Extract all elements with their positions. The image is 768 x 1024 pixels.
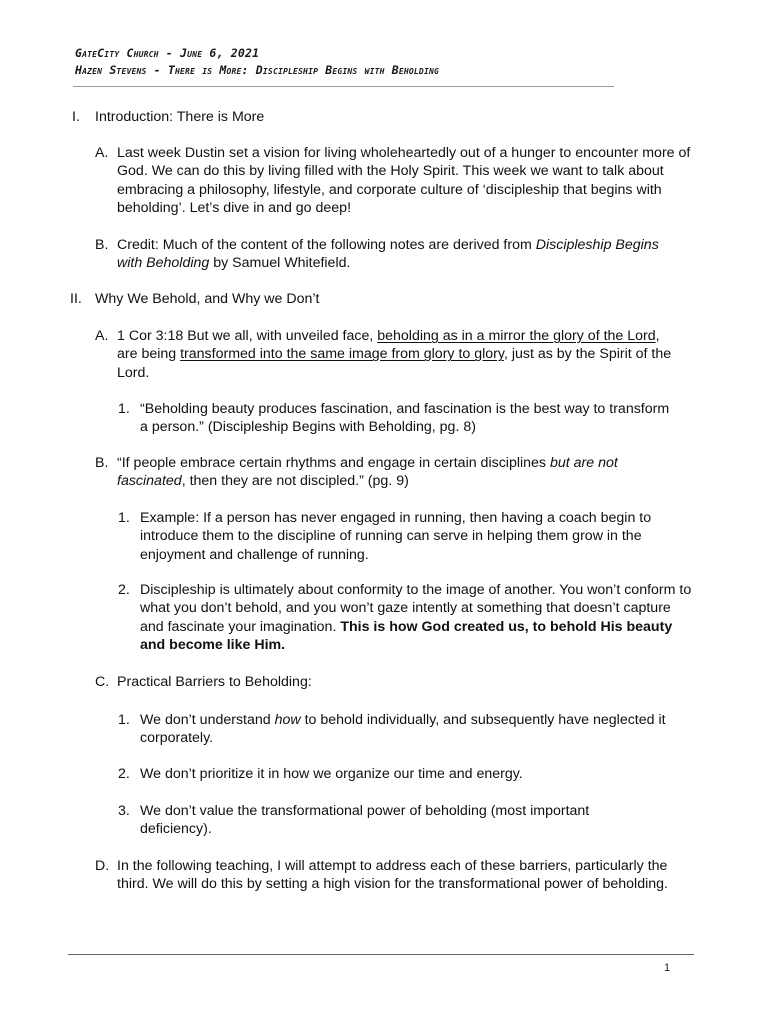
item-2c-number: C. [95,674,110,690]
item-2b-text-part1: “If people embrace certain rhythms and engage in certain disciplines [117,455,550,471]
item-2b-2-number: 2. [118,582,130,598]
item-1b-text-part1: Credit: Much of the content of the following notes are derived from [117,237,536,253]
item-2b-text-part3: , then they are not discipled.” (pg. 9) [181,473,409,490]
item-2c-2-text: We don’t prioritize it in how we organize our time and energy. [140,766,523,782]
item-2a-number: A. [95,328,109,344]
item-1b-book-title: Discipleship Begins with Beholding [117,237,659,272]
section-2-title: Why We Behold, and Why we Don’t [95,291,320,307]
item-2c-title: Practical Barriers to Beholding: [117,674,312,690]
item-2b-italic: but are not fascinated [117,455,618,490]
section-2-number: II. [70,291,82,307]
item-2b-2-text-part1: Discipleship is ultimately about conformity to the image of another. You won’t conform to what you don’t behold, and you won’t gaze intently at something that doesn’t capture and fascinate your imagination. [140,582,692,635]
item-2c-3-text: We don’t value the transformational power of beholding (most important deficiency). [140,803,590,838]
item-2b-text [117,454,677,491]
item-2c-1-text-part1: We don’t understand [140,712,275,728]
item-1b-text [117,236,677,273]
header-speaker-title: Hazen Stevens - There is More: Discipleship Begins with Beholding [75,63,439,77]
header-divider [73,86,614,87]
item-2b-2-bold: This is how God created us, to behold His beauty and become like Him. [140,618,673,653]
item-2c-3-number: 3. [118,803,130,819]
item-2a-1-number: 1. [118,401,130,417]
item-2c-1-italic: how [274,712,301,728]
item-2a-text-part5: , just as by the Spirit of the Lord. [117,346,672,381]
section-1-title: Introduction: There is More [95,109,265,125]
item-2c-1-number: 1. [118,712,130,728]
item-2c-1-text-part3: to behold individually, and subsequently have neglected it corporately. [140,712,666,747]
item-2a-text-part1: 1 Cor 3:18 But we all, with unveiled face, [117,328,378,344]
item-2a-underlined-1: beholding as in a mirror the glory of the Lord [377,328,656,344]
page-header [75,45,635,79]
item-1a-number: A. [95,145,109,161]
item-2d-number: D. [95,858,110,874]
item-2a-text-part3: , are being [117,328,660,363]
item-1b-number: B. [95,237,109,253]
item-2a-1-text: “Beholding beauty produces fascination, and fascination is the best way to transform a person.” (Discipleship Begins with Beholding, pg. 8) [140,401,670,436]
item-2c-1-text [140,711,700,748]
section-1-number: I. [72,109,80,125]
header-church-date: GateCity Church - June 6, 2021 [75,46,260,60]
item-2c-2-number: 2. [118,766,130,782]
item-2a-underlined-2: transformed into the same image from glory to glory [180,346,504,363]
item-2a-text [117,327,677,382]
item-2b-1-text: Example: If a person has never engaged in running, then having a coach begin to introduce them to the discipline of running can serve in helping them grow in the enjoyment and challenge of running. [140,510,652,563]
item-2d-text: In the following teaching, I will attempt to address each of these barriers, particularly the third. We will do this by setting a high vision for the transformational power of beholding. [117,858,668,893]
item-2b-1-number: 1. [118,510,130,526]
item-2b-2-text [140,581,692,654]
page-number: 1 [664,962,671,974]
footer-divider [68,954,694,955]
item-2b-number: B. [95,455,109,471]
item-1a-text: Last week Dustin set a vision for living wholeheartedly out of a hunger to encounter more of God. We can do this by living filled with the Holy Spirit. This week we want to talk about embracing a philosophy, lifestyle, and corporate culture of ‘discipleship that begins with beholding’. Let’s dive in and go deep! [117,145,691,216]
item-1b-text-part3: by Samuel Whitefield. [209,255,351,272]
